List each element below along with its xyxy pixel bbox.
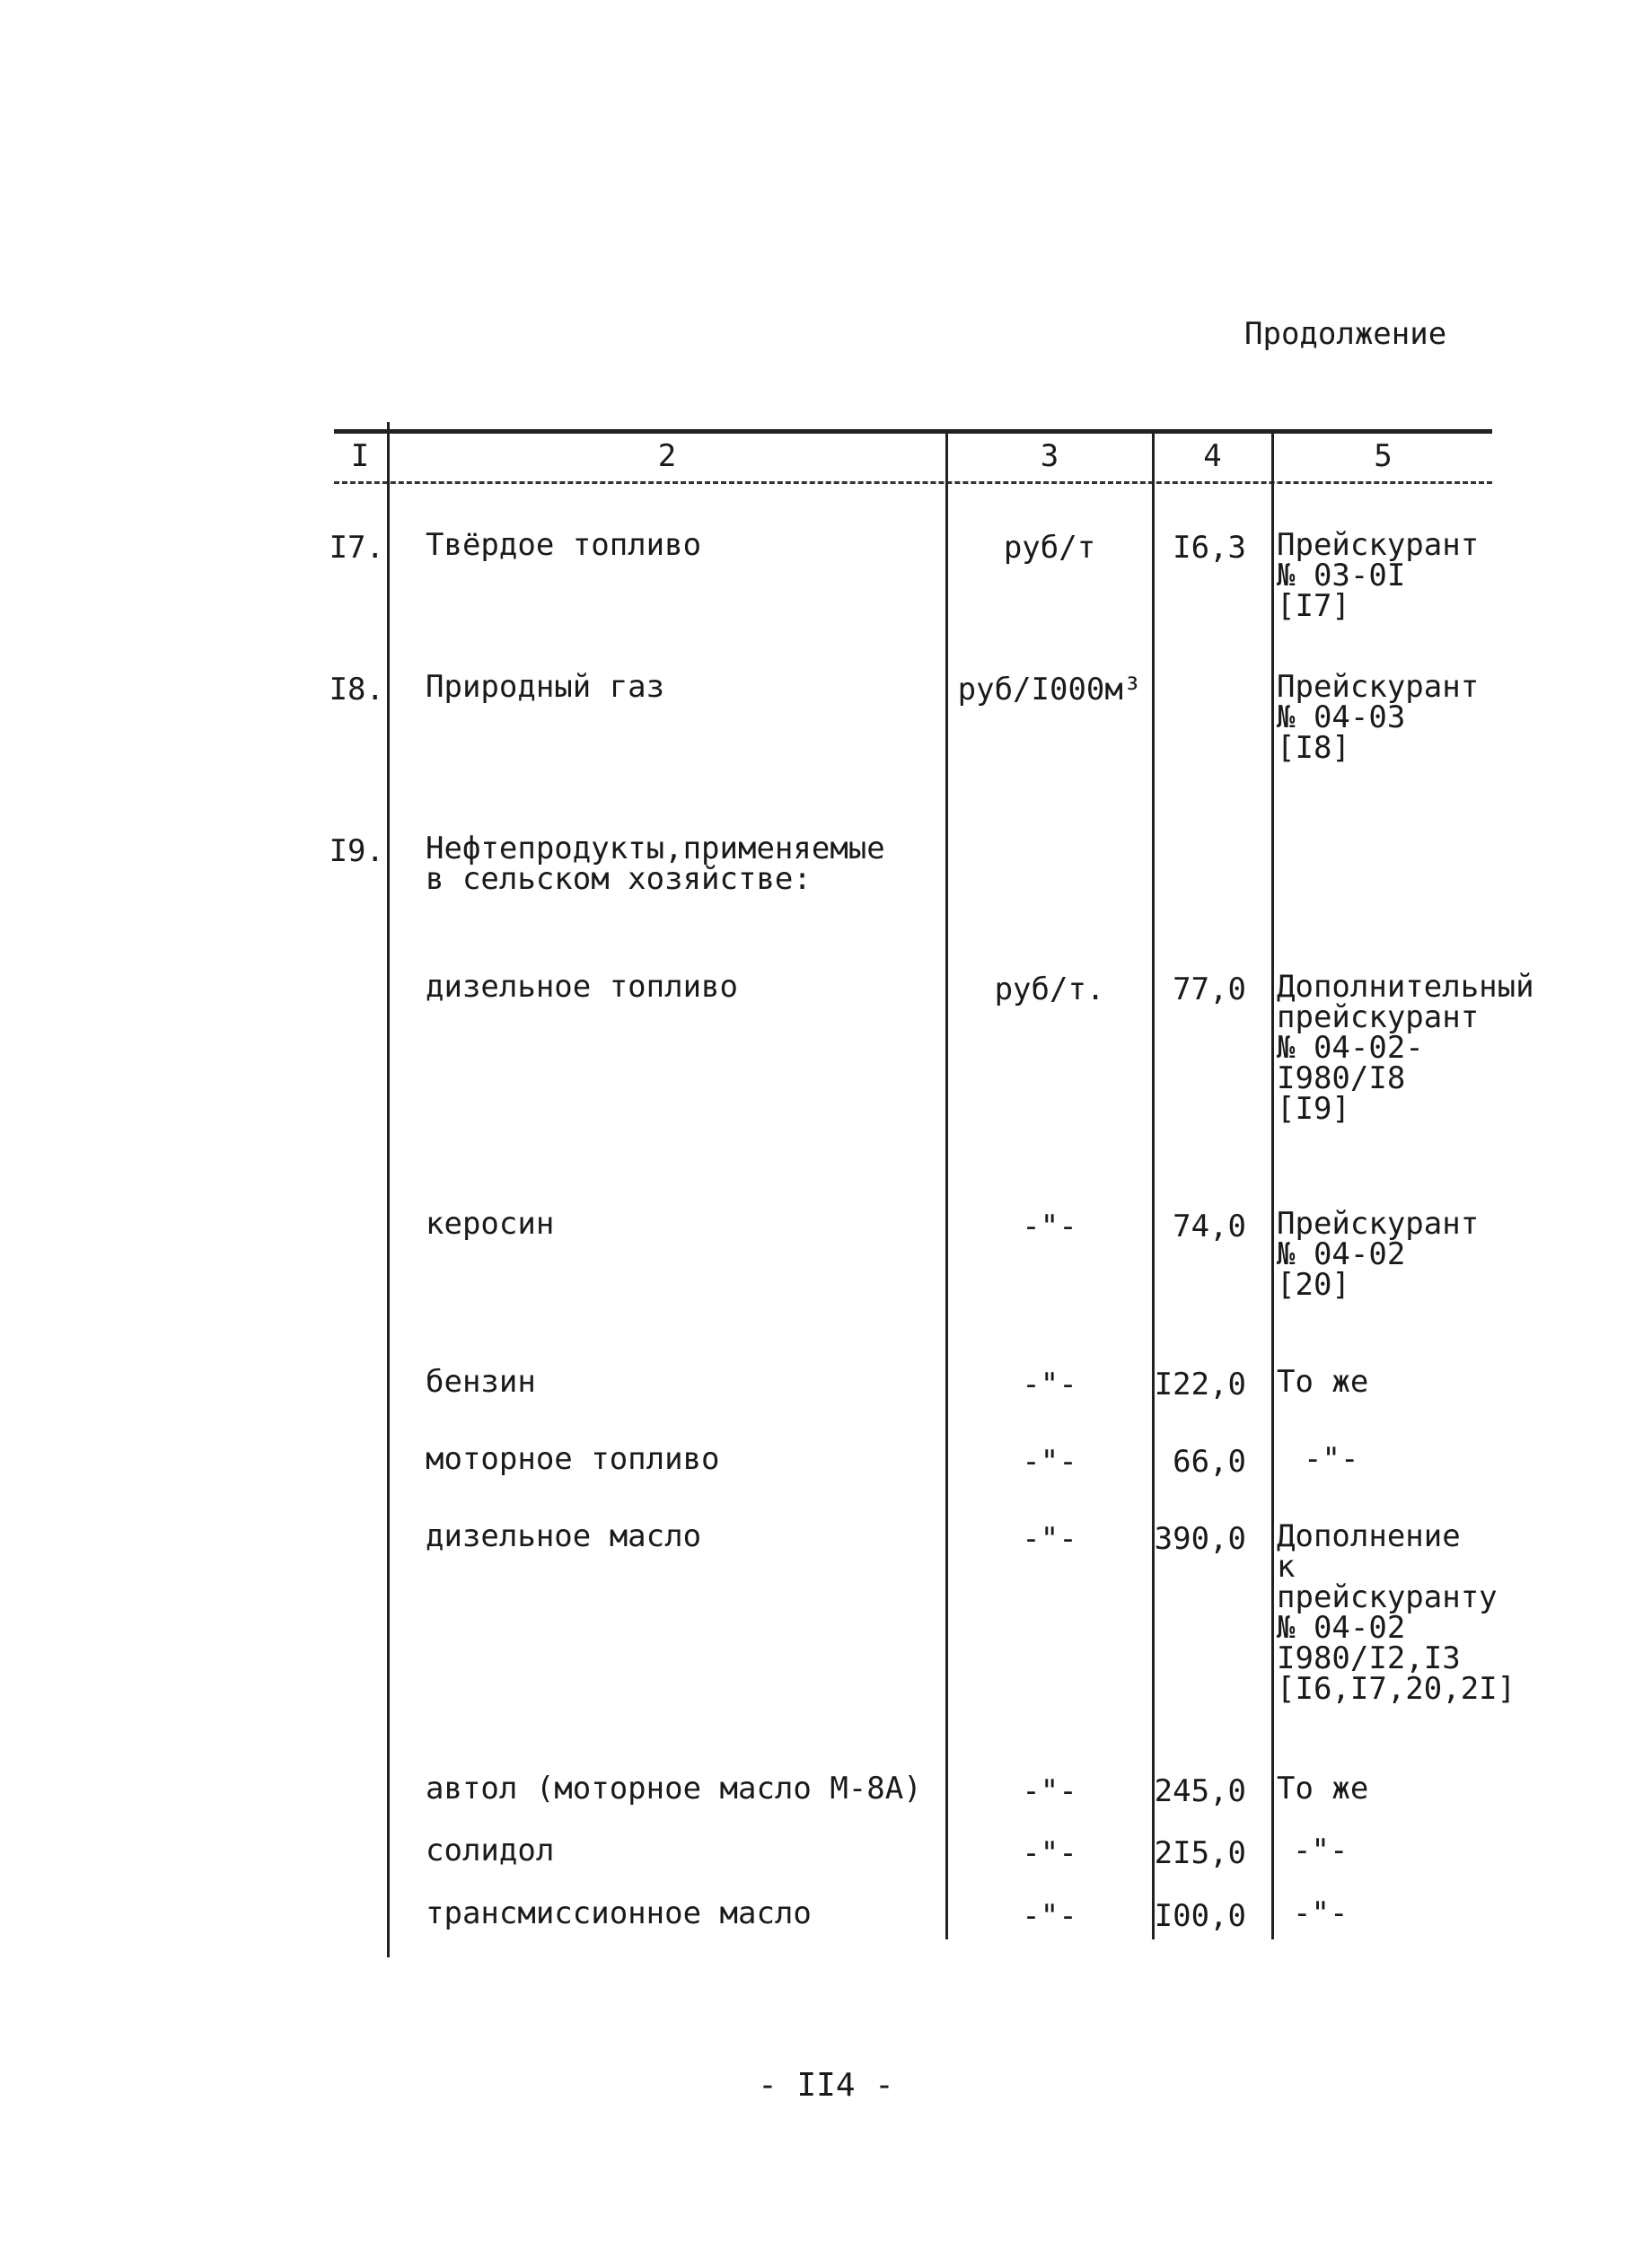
item-source: Прейскурант № 03-0I [I7] xyxy=(1277,527,1480,624)
item-price: 77,0 xyxy=(1173,972,1246,1007)
table-top-rule xyxy=(334,429,1492,434)
item-price: 74,0 xyxy=(1173,1209,1246,1244)
column-header-4: 4 xyxy=(1203,438,1222,474)
item-name: автол (моторное масло М-8А) xyxy=(426,1771,922,1807)
column-divider-1 xyxy=(387,422,390,1957)
item-unit: -"- xyxy=(1022,1898,1077,1934)
item-source: -"- xyxy=(1304,1441,1359,1477)
item-name: Твёрдое топливо xyxy=(426,527,702,563)
item-name: дизельное топливо xyxy=(426,969,738,1005)
item-unit: руб/т xyxy=(1003,530,1096,566)
page-number: - II4 - xyxy=(758,2067,894,2104)
item-price: 2I5,0 xyxy=(1154,1835,1246,1871)
item-name: солидол xyxy=(426,1833,555,1868)
item-unit: руб/I000м³ xyxy=(957,672,1142,708)
item-source: -"- xyxy=(1293,1833,1349,1868)
item-unit: -"- xyxy=(1022,1521,1077,1557)
column-header-5: 5 xyxy=(1374,438,1393,474)
row-number: I7. xyxy=(329,530,384,566)
item-unit: -"- xyxy=(1022,1773,1077,1809)
item-name: трансмиссионное масло xyxy=(426,1895,812,1931)
item-price: 66,0 xyxy=(1173,1444,1246,1480)
item-name: моторное топливо xyxy=(426,1441,720,1477)
column-header-2: 2 xyxy=(657,438,677,474)
column-header-1: I xyxy=(350,438,370,474)
item-source: Дополнительный прейскурант № 04-02- I980/I8 [I9] xyxy=(1277,969,1534,1127)
item-name: керосин xyxy=(426,1206,555,1242)
table-header-rule xyxy=(334,481,1492,484)
column-divider-4 xyxy=(1271,431,1274,1939)
item-source: Дополнение к прейскуранту № 04-02 I980/I2,I3 [I6,I7,20,2I] xyxy=(1277,1518,1516,1707)
item-price: I22,0 xyxy=(1154,1367,1246,1402)
item-price: I00,0 xyxy=(1154,1898,1246,1934)
row-number: I9. xyxy=(329,833,384,869)
item-source: Прейскурант № 04-03 [I8] xyxy=(1277,669,1480,766)
item-source: Прейскурант № 04-02 [20] xyxy=(1277,1206,1480,1303)
item-source: То же xyxy=(1277,1364,1369,1400)
column-divider-2 xyxy=(945,431,948,1939)
item-name: дизельное масло xyxy=(426,1518,702,1554)
item-unit: -"- xyxy=(1022,1444,1077,1480)
item-source: То же xyxy=(1277,1771,1369,1807)
item-price: 245,0 xyxy=(1154,1773,1246,1809)
item-name: Нефтепродукты,применяемые в сельском хозяйстве: xyxy=(426,831,885,897)
continuation-label: Продолжение xyxy=(1244,316,1447,352)
item-name: бензин xyxy=(426,1364,536,1400)
column-header-3: 3 xyxy=(1040,438,1059,474)
item-unit: руб/т. xyxy=(994,972,1105,1007)
item-name: Природный газ xyxy=(426,669,665,705)
item-price: I6,3 xyxy=(1173,530,1246,566)
row-number: I8. xyxy=(329,672,384,708)
item-unit: -"- xyxy=(1022,1209,1077,1244)
column-divider-3 xyxy=(1152,431,1155,1939)
item-unit: -"- xyxy=(1022,1835,1077,1871)
item-unit: -"- xyxy=(1022,1367,1077,1402)
item-source: -"- xyxy=(1293,1895,1349,1931)
item-price: 390,0 xyxy=(1154,1521,1246,1557)
